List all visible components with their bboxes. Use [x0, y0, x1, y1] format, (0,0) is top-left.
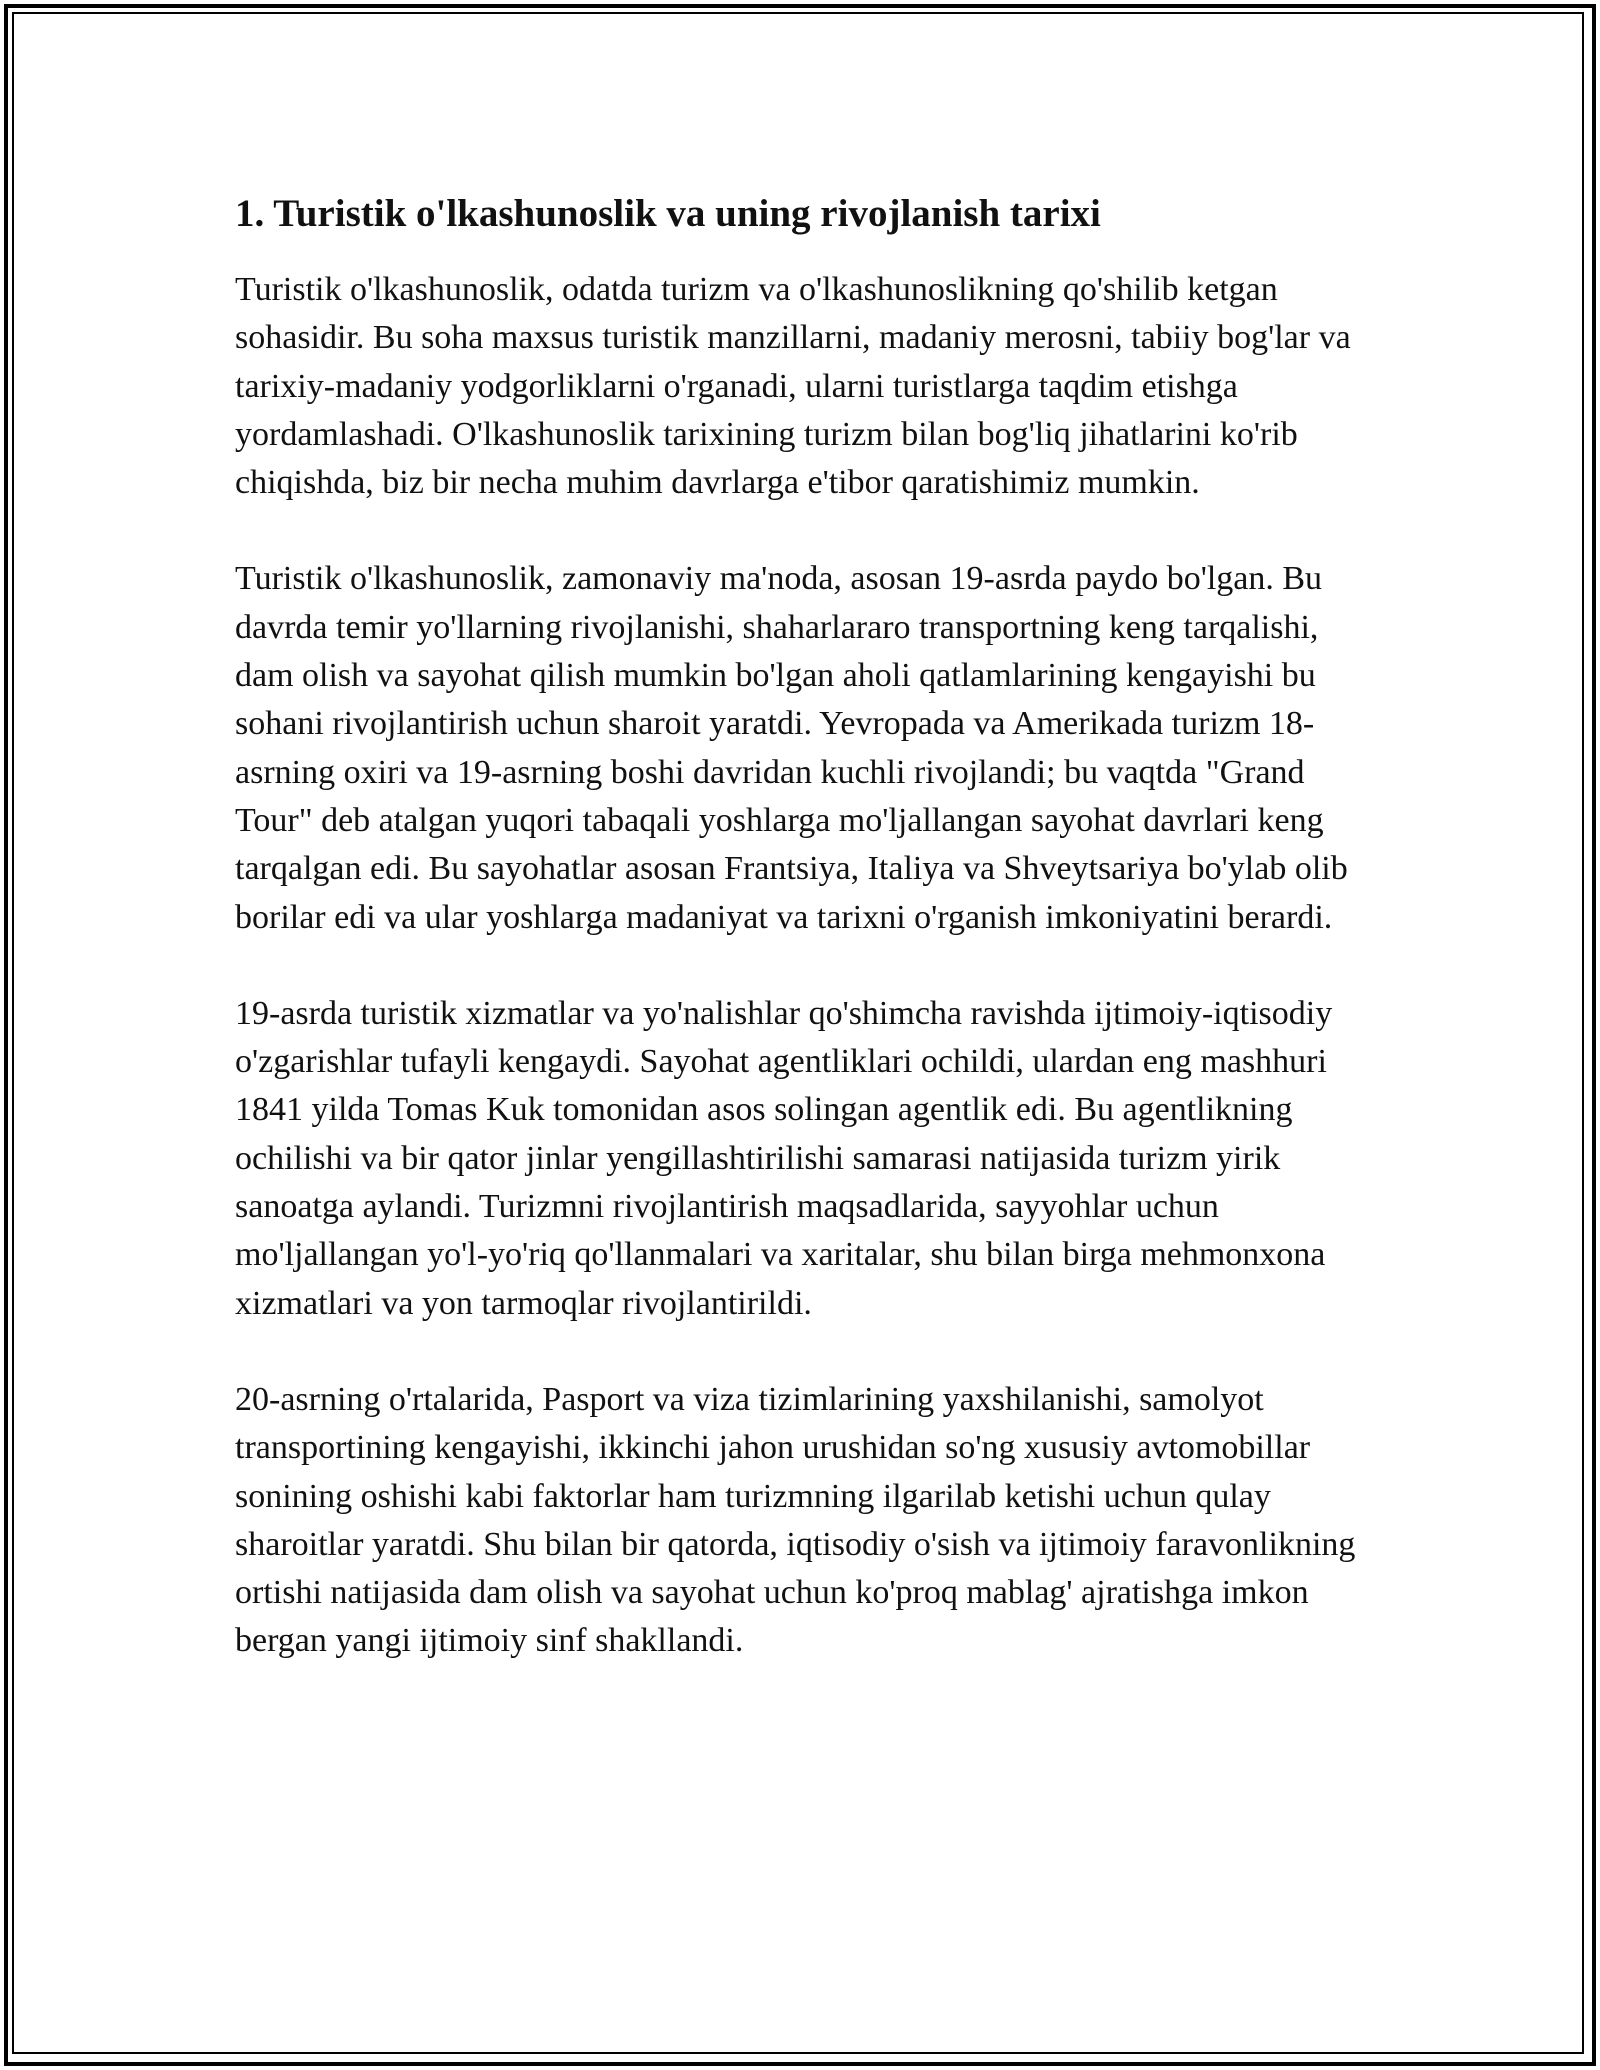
- paragraph-4: 20-asrning o'rtalarida, Pasport va viza tizimlarining yaxshilanishi, samolyot transportining kengayishi, ikkinchi jahon urushidan so'ng xususiy avtomobillar sonining oshishi kabi faktorlar ham turizmning ilgarilab ketishi uchun qulay sharoitlar yaratdi. Shu bilan bir qatorda, iqtisodiy o'sish va ijtimoiy faravonlikning ortishi natijasida dam olish va sayohat uchun ko'proq mablag' ajratishga imkon bergan yangi ijtimoiy sinf shakllandi.: [235, 1380, 1356, 1660]
- document-body: [235, 188, 1375, 1714]
- paragraph-3: 19-asrda turistik xizmatlar va yo'nalishlar qo'shimcha ravishda ijtimoiy-iqtisodiy o'zgarishlar tufayli kengaydi. Sayohat agentliklari ochildi, ulardan eng mashhuri 1841 yilda Tomas Kuk tomonidan asos solingan agentlik edi. Bu agentlikning ochilishi va bir qator jinlar yengillashtirilishi samarasi natijasida turizm yirik sanoatga aylandi. Turizmni rivojlantirish maqsadlarida, sayyohlar uchun mo'ljallangan yo'l-yo'riq qo'llanmalari va xaritalar, shu bilan birga mehmonxona xizmatlari va yon tarmoqlar rivojlantirildi.: [235, 994, 1333, 1322]
- paragraph-1: Turistik o'lkashunoslik, odatda turizm va o'lkashunoslikning qo'shilib ketgan sohasidir. Bu soha maxsus turistik manzillarni, madaniy merosni, tabiiy bog'lar va tarixiy-madaniy yodgorliklarni o'rganadi, ularni turistlarga taqdim etishga yordamlashadi. O'lkashunoslik tarixining turizm bilan bog'liq jihatlarini ko'rib chiqishda, biz bir necha muhim davrlarga e'tibor qaratishimiz mumkin.: [235, 271, 1351, 502]
- section-heading: 1. Turistik o'lkashunoslik va uning rivojlanish tarixi: [235, 192, 1101, 235]
- paragraph-2: Turistik o'lkashunoslik, zamonaviy ma'noda, asosan 19-asrda paydo bo'lgan. Bu davrda temir yo'llarning rivojlanishi, shaharlararo transportning keng tarqalishi, dam olish va sayohat qilish mumkin bo'lgan aholi qatlamlarining kengayishi bu sohani rivojlantirish uchun sharoit yaratdi. Yevropada va Amerikada turizm 18-asrning oxiri va 19-asrning boshi davridan kuchli rivojlandi; bu vaqtda "Grand Tour" deb atalgan yuqori tabaqali yoshlarga mo'ljallangan sayohat davrlari keng tarqalgan edi. Bu sayohatlar asosan Frantsiya, Italiya va Shveytsariya bo'ylab olib borilar edi va ular yoshlarga madaniyat va tarixni o'rganish imkoniyatini berardi.: [235, 560, 1348, 936]
